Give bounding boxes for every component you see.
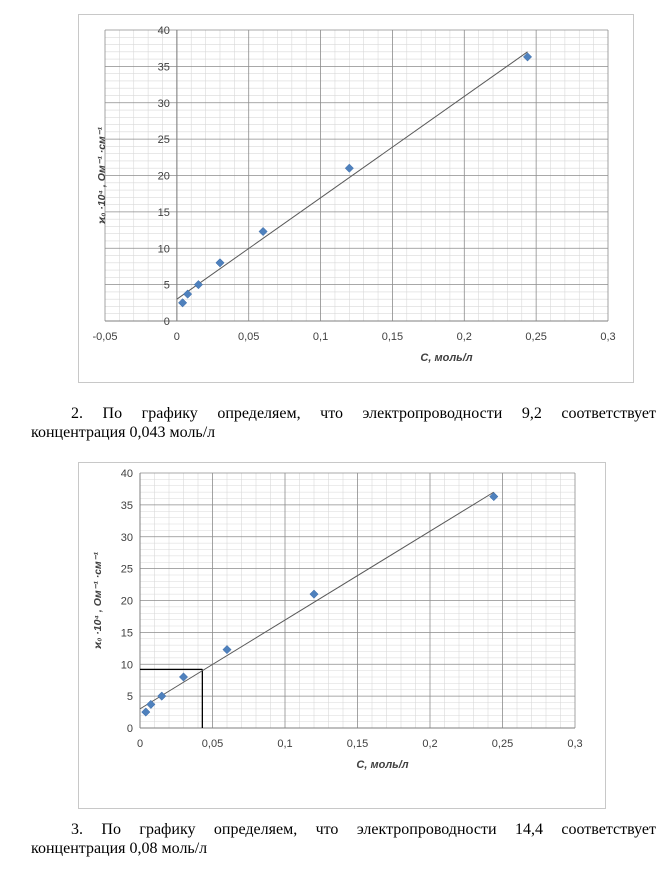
data-point-marker [223, 645, 231, 653]
y-tick-label: 0 [126, 723, 133, 735]
paragraph-2-line-1: 2. По графику определяем, что электропроводности 9,2 соответствует [71, 405, 656, 422]
y-tick-label: 20 [120, 595, 133, 608]
x-tick-label: 0 [136, 738, 144, 750]
y-tick-label: 20 [157, 170, 170, 183]
x-tick-label: 0,05 [238, 331, 260, 343]
x-tick-label: 0,1 [312, 331, 329, 343]
x-tick-label: -0,05 [92, 331, 118, 343]
y-tick-label: 10 [157, 243, 170, 256]
x-tick-label: 0,15 [381, 331, 404, 343]
y-tick-label: 25 [120, 563, 133, 576]
y-tick-label: 25 [157, 134, 170, 147]
data-point-marker [259, 227, 267, 235]
y-tick-label: 0 [163, 316, 170, 328]
y-tick-label: 35 [157, 61, 170, 74]
y-tick-label: 15 [120, 627, 133, 640]
x-tick-label: 0,15 [346, 738, 369, 750]
x-tick-label: 0,2 [456, 331, 472, 343]
y-tick-label: 40 [157, 25, 170, 37]
paragraph-3-line-1: 3. По графику определяем, что электропроводности 14,4 соответствует [71, 821, 656, 838]
chart-1-plot [79, 15, 633, 382]
paragraph-3 [31, 820, 656, 858]
x-axis-title: С, моль/л [356, 759, 409, 771]
data-point-marker [216, 259, 224, 267]
y-axis-title: ϰ₀ ·10⁴ , Ом⁻¹ ·см⁻¹ [96, 127, 108, 224]
y-tick-label: 15 [157, 206, 170, 219]
x-tick-label: 0,3 [600, 331, 616, 343]
x-tick-label: 0 [173, 331, 180, 343]
chart-2-plot [79, 463, 605, 808]
chart-2 [78, 462, 606, 809]
y-tick-label: 5 [126, 691, 133, 704]
data-point-marker [183, 290, 191, 298]
data-point-marker [310, 590, 318, 598]
paragraph-3-line-2: концентрация 0,08 моль/л [31, 840, 208, 857]
x-tick-label: 0,25 [491, 738, 514, 750]
x-tick-label: 0,3 [567, 738, 583, 750]
x-tick-label: 0,05 [201, 738, 224, 750]
x-tick-label: 0,2 [422, 738, 438, 750]
y-tick-label: 30 [157, 97, 170, 110]
data-point-marker [178, 299, 186, 307]
y-tick-label: 40 [120, 468, 133, 480]
y-axis-title: ϰ₀ ·10⁴ , Ом⁻¹ ·см⁻¹ [92, 552, 104, 649]
x-tick-label: 0,1 [277, 738, 293, 750]
y-tick-label: 35 [120, 499, 133, 512]
data-point-marker [147, 700, 155, 708]
y-tick-label: 5 [163, 279, 170, 292]
data-point-marker [345, 164, 353, 172]
x-axis-title: С, моль/л [420, 352, 473, 364]
chart-1 [78, 14, 634, 383]
paragraph-2 [31, 404, 656, 442]
paragraph-2-line-2: концентрация 0,043 моль/л [31, 424, 216, 441]
x-tick-label: 0,25 [525, 331, 547, 343]
y-tick-label: 30 [120, 531, 133, 544]
y-tick-label: 10 [120, 659, 133, 672]
